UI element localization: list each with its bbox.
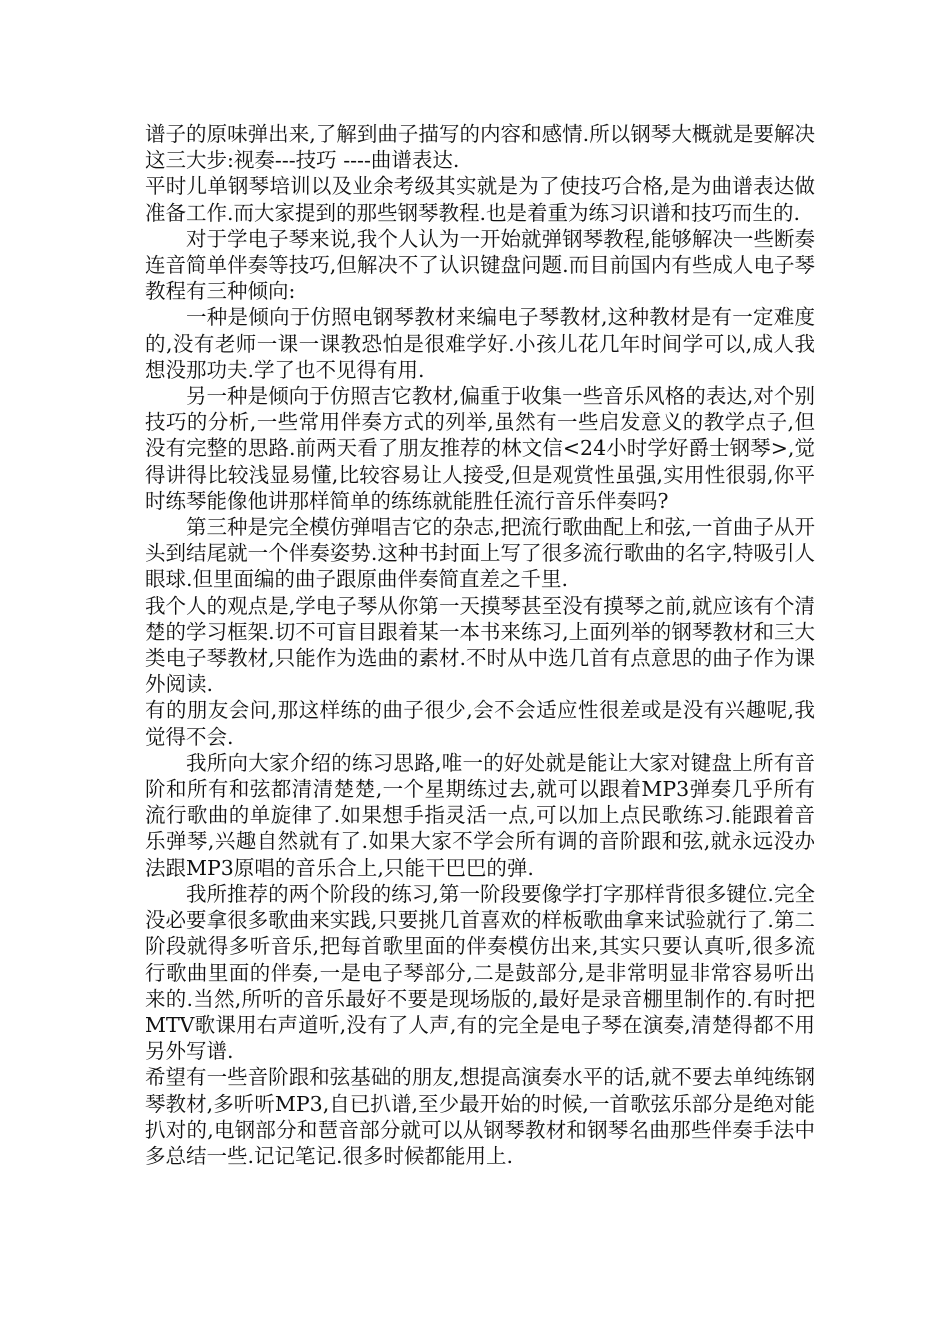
- paragraph-2: 平时儿单钢琴培训以及业余考级其实就是为了使技巧合格,是为曲谱表达做准备工作.而大家提到的那些钢琴教程.也是着重为练习识谱和技巧而生的.: [145, 174, 815, 225]
- paragraph-5: 另一种是倾向于仿照吉它教材,偏重于收集一些音乐风格的表达,对个别技巧的分析,一些常用伴奏方式的列举,虽然有一些启发意义的教学点子,但没有完整的思路.前两天看了朋友推荐的林文信<24小时学好爵士钢琴>,觉得讲得比较浅显易懂,比较容易让人接受,但是观赏性虽强,实用性很弱,你平时练琴能像他讲那样简单的练练就能胜任流行音乐伴奏吗?: [145, 384, 815, 513]
- document-page: [145, 121, 815, 1169]
- paragraph-6: 第三种是完全模仿弹唱吉它的杂志,把流行歌曲配上和弦,一首曲子从开头到结尾就一个伴奏姿势.这种书封面上写了很多流行歌曲的名字,特吸引人眼球.但里面编的曲子跟原曲伴奏简直差之千里.: [145, 515, 815, 592]
- paragraph-3: 对于学电子琴来说,我个人认为一开始就弹钢琴教程,能够解决一些断奏连音简单伴奏等技巧,但解决不了认识键盘问题.而目前国内有些成人电子琴教程有三种倾向:: [145, 226, 815, 304]
- paragraph-4: 一种是倾向于仿照电钢琴教材来编电子琴教材,这种教材是有一定难度的,没有老师一课一课教恐怕是很难学好.小孩儿花几年时间学可以,成人我想没那功夫.学了也不见得有用.: [145, 305, 815, 382]
- paragraph-7: 我个人的观点是,学电子琴从你第一天摸琴甚至没有摸琴之前,就应该有个清楚的学习框架.切不可盲目跟着某一本书来练习,上面列举的钢琴教材和三大类电子琴教材,只能作为选曲的素材.不时从中选几首有点意思的曲子作为课外阅读.: [145, 593, 815, 697]
- paragraph-8: 有的朋友会问,那这样练的曲子很少,会不会适应性很差或是没有兴趣呢,我觉得不会.: [145, 698, 815, 749]
- paragraph-10: 我所推荐的两个阶段的练习,第一阶段要像学打字那样背很多键位.完全没必要拿很多歌曲来实践,只要挑几首喜欢的样板歌曲拿来试验就行了.第二阶段就得多听音乐,把每首歌里面的伴奏模仿出来,其实只要认真听,很多流行歌曲里面的伴奏,一是电子琴部分,二是鼓部分,是非常明显非常容易听出来的.当然,所听的音乐最好不要是现场版的,最好是录音棚里制作的.有时把MTV歌课用右声道听,没有了人声,有的完全是电子琴在演奏,清楚得都不用另外写谱.: [145, 881, 815, 1064]
- paragraph-11: 希望有一些音阶跟和弦基础的朋友,想提高演奏水平的话,就不要去单纯练钢琴教材,多听听MP3,自已扒谱,至少最开始的时候,一首歌弦乐部分是绝对能扒对的,电钢部分和琶音部分就可以从钢琴教材和钢琴名曲那些伴奏手法中多总结一些.记记笔记.很多时候都能用上.: [145, 1065, 815, 1168]
- paragraph-9: 我所向大家介绍的练习思路,唯一的好处就是能让大家对键盘上所有音阶和所有和弦都清清楚楚,一个星期练过去,就可以跟着MP3弹奏几乎所有流行歌曲的单旋律了.如果想手指灵活一点,可以加上点民歌练习.能跟着音乐弹琴,兴趣自然就有了.如果大家不学会所有调的音阶跟和弦,就永远没办法跟MP3原唱的音乐合上,只能干巴巴的弹.: [145, 750, 815, 880]
- paragraph-1: 谱子的原味弹出来,了解到曲子描写的内容和感情.所以钢琴大概就是要解决这三大步:视奏---技巧 ----曲谱表达.: [145, 122, 815, 173]
